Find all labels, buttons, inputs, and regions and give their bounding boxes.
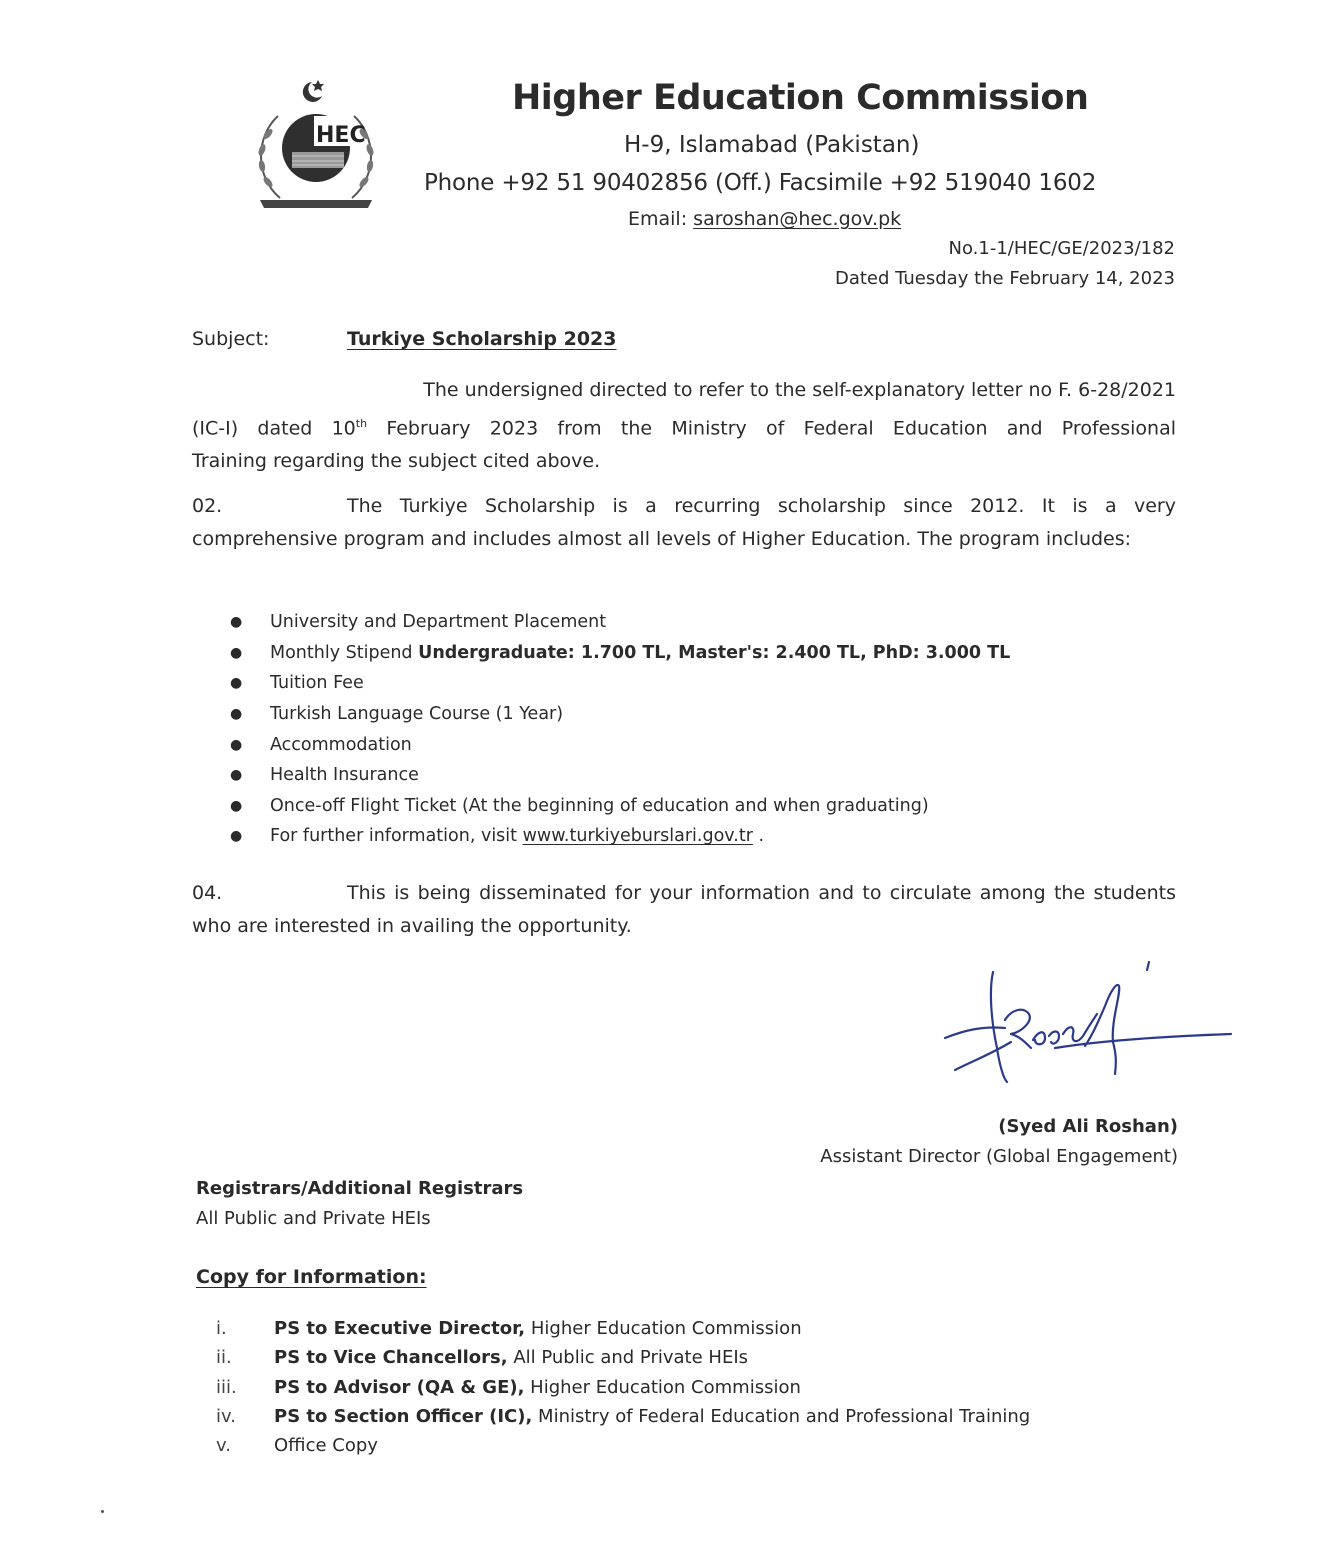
bullet-icon: ●: [230, 767, 243, 784]
signatory-name: (Syed Ali Roshan): [998, 1116, 1178, 1137]
item-organization: Ministry of Federal Education and Professional Training: [532, 1405, 1031, 1427]
benefit-text: For further information, visit: [270, 826, 523, 847]
item-number: ii.: [216, 1347, 232, 1369]
list-item: [230, 607, 1010, 638]
benefit-text: Once-off Flight Ticket (At the beginning of education and when graduating): [270, 795, 929, 816]
benefit-text: Tuition Fee: [270, 673, 364, 694]
list-item: [230, 729, 1010, 760]
benefits-list: [230, 607, 1010, 852]
organization-phone: Phone +92 51 90402856 (Off.) Facsimile +92 519040 1602: [424, 170, 1097, 196]
paragraph-2-text: The Turkiye Scholarship is a recurring scholarship since 2012. It is a very comprehensive program and includes almost all levels of Higher Education. The program includes:: [192, 495, 1176, 550]
email-link[interactable]: saroshan@hec.gov.pk: [693, 208, 902, 230]
paragraph-2: [192, 490, 1176, 556]
benefit-text: Health Insurance: [270, 765, 419, 786]
ordinal-suffix: th: [355, 417, 368, 430]
bullet-icon: ●: [230, 736, 243, 753]
copy-for-information-title: Copy for Information:: [196, 1266, 427, 1288]
list-item: [216, 1431, 1030, 1460]
list-item: [230, 760, 1010, 791]
list-item: [216, 1343, 1030, 1372]
organization-title: Higher Education Commission: [512, 78, 1089, 118]
benefit-text: Turkish Language Course (1 Year): [270, 704, 564, 725]
copy-list: [216, 1314, 1030, 1460]
handwritten-signature: [935, 950, 1235, 1090]
item-recipient: PS to Advisor (QA & GE),: [274, 1376, 525, 1398]
organization-address: H-9, Islamabad (Pakistan): [624, 132, 920, 158]
reference-number: No.1-1/HEC/GE/2023/182: [948, 238, 1175, 259]
stipend-amounts: Undergraduate: 1.700 TL, Master's: 2.400 TL, PhD: 3.000 TL: [418, 642, 1011, 663]
list-item: [216, 1402, 1030, 1431]
reference-date: Dated Tuesday the February 14, 2023: [834, 268, 1175, 289]
paragraph-4-text: This is being disseminated for your information and to circulate among the students who are interested in availing the opportunity.: [192, 882, 1176, 937]
benefit-text: University and Department Placement: [270, 612, 607, 633]
list-item: [230, 638, 1010, 669]
paragraph-4: [192, 877, 1176, 943]
organization-email-row: [628, 208, 901, 230]
subject-text: Turkiye Scholarship 2023: [347, 328, 617, 350]
list-item: [230, 668, 1010, 699]
paragraph-1-line-2: [192, 407, 1176, 445]
bullet-icon: ●: [230, 797, 243, 814]
item-organization: Higher Education Commission: [524, 1376, 801, 1398]
paragraph-1-line-1: The undersigned directed to refer to the self-explanatory letter no F. 6-28/2021: [423, 379, 1176, 401]
recipients-title: Registrars/Additional Registrars: [196, 1178, 524, 1199]
paragraph-4-number: 04.: [192, 882, 223, 904]
bullet-icon: ●: [230, 614, 243, 631]
email-label: Email:: [628, 208, 688, 230]
signatory-title: Assistant Director (Global Engagement): [820, 1146, 1178, 1167]
item-number: i.: [216, 1318, 227, 1339]
list-item: [230, 821, 1010, 852]
list-item: [230, 699, 1010, 730]
recipients-subtitle: All Public and Private HEIs: [196, 1208, 431, 1229]
scan-speck: [101, 1510, 104, 1513]
item-recipient: PS to Section Officer (IC),: [274, 1405, 533, 1427]
hec-logo-icon: [246, 76, 386, 216]
item-number: iv.: [216, 1405, 236, 1427]
bullet-icon: ●: [230, 706, 243, 723]
item-number: iii.: [216, 1376, 237, 1398]
item-recipient: PS to Executive Director,: [274, 1318, 526, 1339]
subject-row: [192, 328, 616, 350]
bullet-icon: ●: [230, 828, 243, 845]
list-item: [216, 1314, 1030, 1343]
paragraph-1-line-2b: February 2023 from the Ministry of Federal Education and Professional: [367, 417, 1176, 440]
paragraph-1-line-3: Training regarding the subject cited above.: [192, 450, 601, 473]
paragraph-1-line-2a: (IC-I) dated 10: [192, 417, 356, 440]
item-organization: Higher Education Commission: [525, 1318, 802, 1339]
bullet-icon: ●: [230, 644, 243, 661]
website-link[interactable]: www.turkiyeburslari.gov.tr: [522, 826, 753, 847]
item-number: v.: [216, 1435, 231, 1457]
benefit-text: Monthly Stipend: [270, 642, 419, 663]
benefit-suffix: .: [752, 826, 765, 847]
item-organization: All Public and Private HEIs: [507, 1347, 749, 1369]
benefit-text: Accommodation: [270, 734, 412, 755]
bullet-icon: ●: [230, 675, 243, 692]
subject-label: Subject:: [192, 328, 270, 350]
item-recipient: PS to Vice Chancellors,: [274, 1347, 508, 1369]
paragraph-2-number: 02.: [192, 495, 223, 517]
item-organization: Office Copy: [274, 1435, 378, 1457]
paragraph-1: [192, 374, 1176, 478]
logo-text: HEC: [316, 123, 366, 148]
list-item: [216, 1373, 1030, 1402]
list-item: [230, 791, 1010, 822]
